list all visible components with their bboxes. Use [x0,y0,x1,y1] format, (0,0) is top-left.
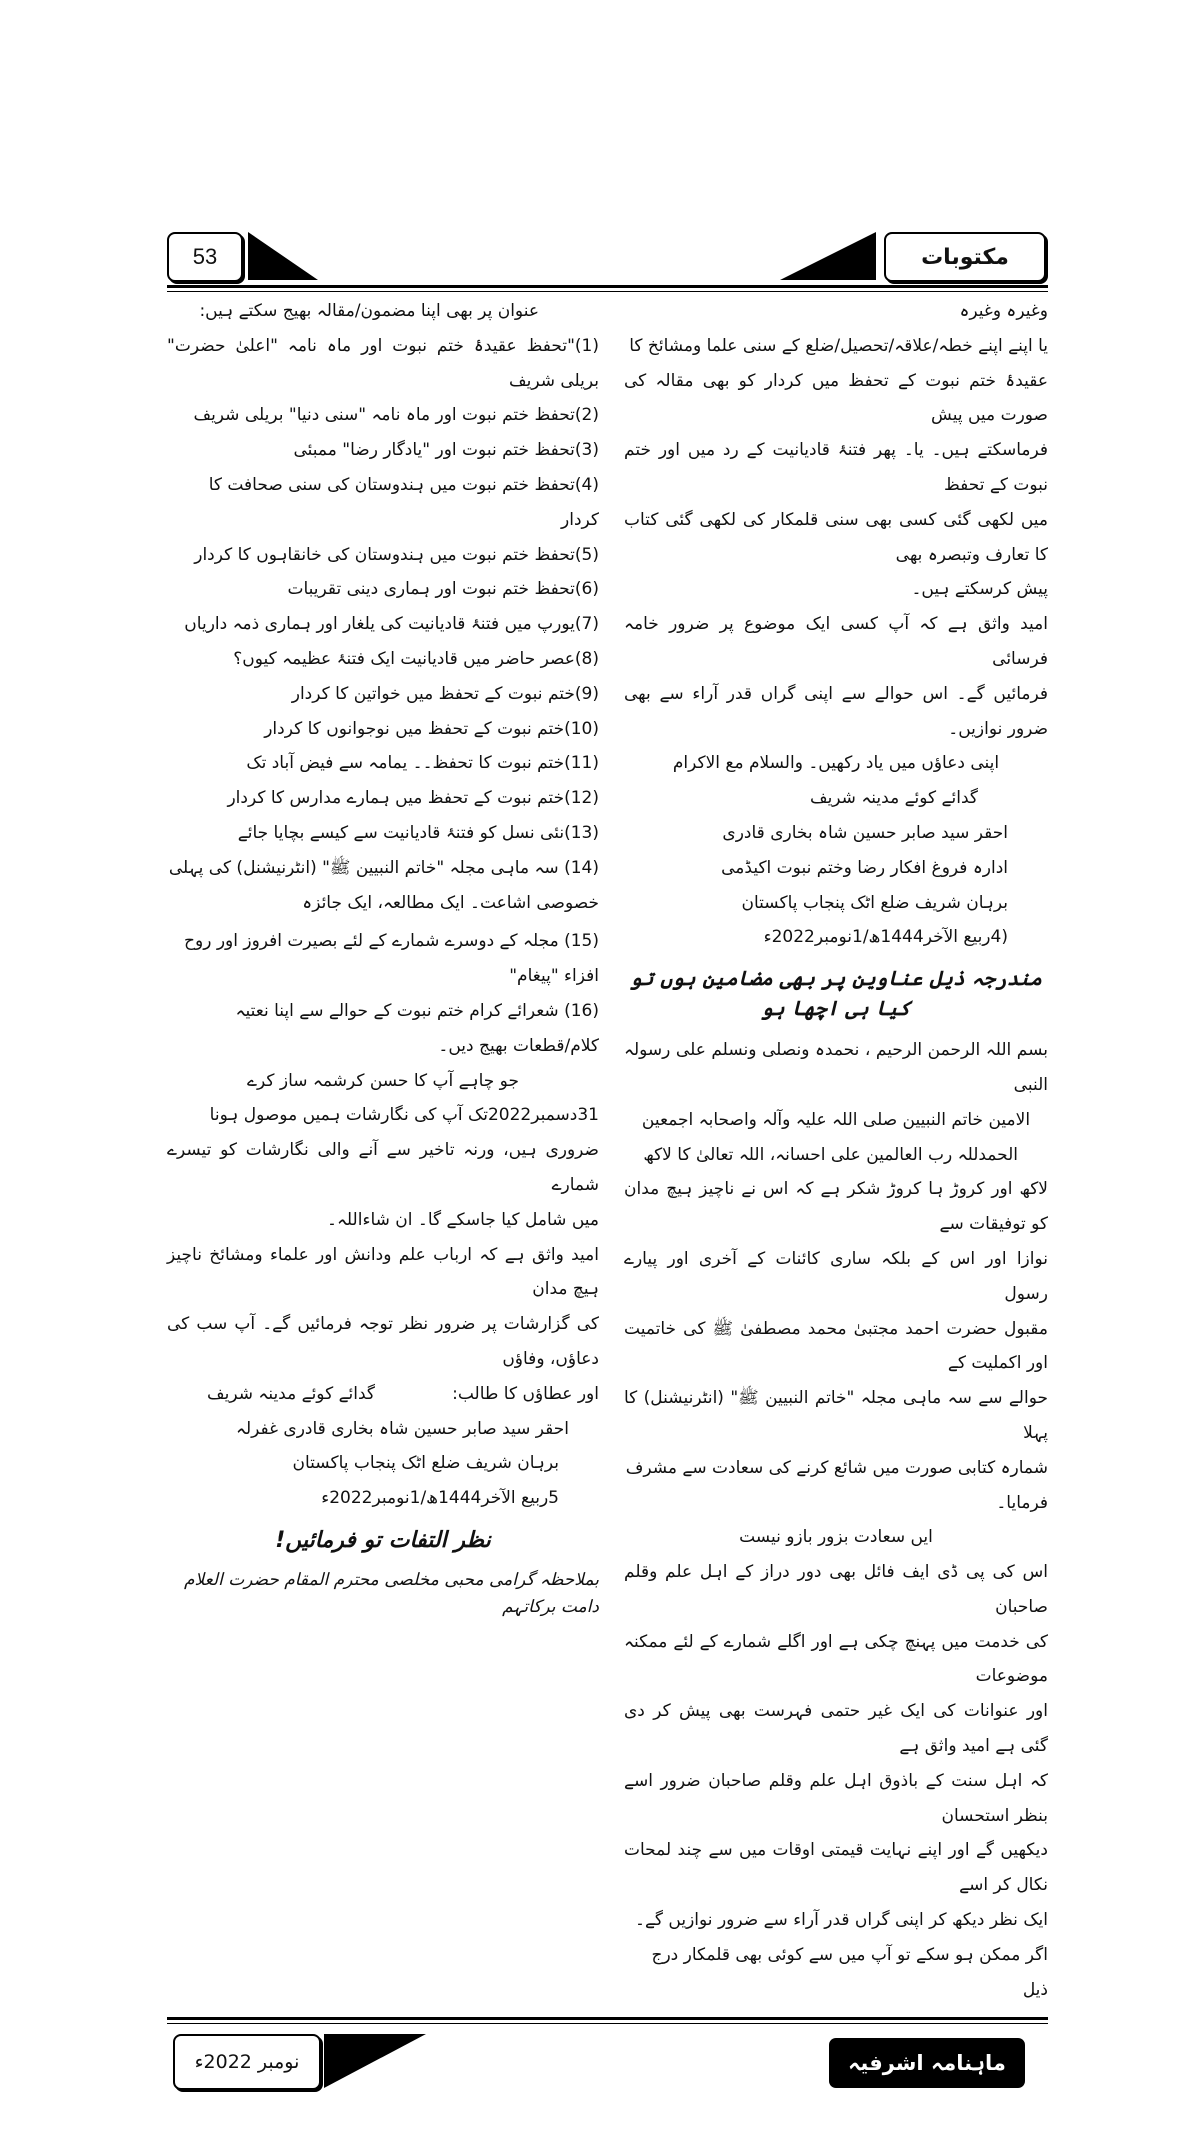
section-title: مکتوبات [921,244,1009,270]
signature-line: احقر سید صابر حسین شاہ بخاری قادری [722,822,1008,843]
list-item: (7)یورپ میں فتنۂ قادیانیت کی یلغار اور ہماری ذمہ داریاں [184,614,599,635]
text-line: کہ اہل سنت کے باذوق اہل علم وقلم صاحبان ضرور اسے بنظر استحسان [624,1770,1048,1826]
text-line: الحمدللہ رب العالمین علی احسانہ، اللہ تعالیٰ کا لاکھ [643,1144,1018,1165]
signature-line: ادارہ فروغ افکار رضا وختم نبوت اکیڈمی [721,857,1008,878]
signature-line: گدائے کوئے مدینہ شریف [207,1383,376,1404]
text-line: میں لکھی گئی کسی بھی سنی قلمکار کی لکھی گئی کتاب کا تعارف وتبصرہ بھی [624,509,1048,565]
list-item: (16) شعرائے کرام ختم نبوت کے حوالے سے اپنا نعتیہ [235,1000,599,1021]
text-line: 31دسمبر2022تک آپ کی نگارشات ہمیں موصول ہونا [209,1105,599,1126]
text-line: اور عنوانات کی ایک غیر حتمی فہرست بھی پیش کر دی گئی ہے امید واثق ہے [624,1701,1048,1757]
text-line: شمارہ کتابی صورت میں شائع کرنے کی سعادت سے مشرف فرمایا۔ [625,1457,1048,1513]
list-item: (15) مجلہ کے دوسرے شمارے کے لئے بصیرت افروز اور روح [184,931,599,952]
page-number-box [167,232,243,282]
date-line: 5ربیع الآخر1444ھ/1نومبر2022ء [321,1488,559,1509]
signature-line: برہان شریف ضلع اٹک پنجاب پاکستان [741,892,1008,913]
page-number: 53 [192,244,218,269]
text-line: کی خدمت میں پہنچ چکی ہے اور اگلے شمارے کے لئے ممکنہ موضوعات [624,1631,1048,1687]
header-rule-thin [167,291,1048,292]
list-item: (2)تحفظ ختم نبوت اور ماہ نامہ "سنی دنیا" بریلی شریف [193,405,599,426]
text-line: وغیرہ وغیرہ [959,301,1048,321]
section-heading: مندرجہ ذیل عناوین پر بھی مضامین ہوں تو کیا ہی اچھا ہو [629,966,1043,1021]
text-line: اور عطاؤں کا طالب: [452,1383,599,1404]
text-line: ایں سعادت بزور بازو نیست [739,1527,933,1548]
list-item: (11)ختم نبوت کا تحفظ۔۔ یمامہ سے فیض آباد تک [246,753,599,774]
magazine-name-box [829,2038,1025,2088]
signature-line: گدائے کوئے مدینہ شریف [809,788,978,809]
signature-line: احقر سید صابر حسین شاہ بخاری قادری غفرلہ [236,1418,569,1439]
text-line: خصوصی اشاعت۔ ایک مطالعہ، ایک جائزہ [302,892,599,913]
text-line: افزاء "پیغام" [509,966,599,987]
header-left-triangle [248,232,318,280]
text-line: حوالے سے سہ ماہی مجلہ "خاتم النبیین ﷺ" (انٹرنیشنل) کا پہلا [624,1388,1048,1443]
list-item: (4)تحفظ ختم نبوت میں ہندوستان کی سنی صحافت کا کردار [208,474,599,530]
text-line: عنوان پر بھی اپنا مضمون/مقالہ بھیج سکتے ہیں: [199,301,539,321]
list-item: (12)ختم نبوت کے تحفظ میں ہمارے مدارس کا کردار [227,788,599,809]
page-header [167,232,1048,294]
header-right-triangle [780,232,876,280]
text-line: دیکھیں گے اور اپنے نہایت قیمتی اوقات میں سے چند لمحات نکال کر اسے [624,1840,1048,1896]
footer-rule [167,2017,1048,2020]
text-line: نوازا اور اس کے بلکہ ساری کائنات کے آخری اور پیارے رسول [624,1248,1048,1304]
footer-rule-thin [167,2023,1048,2024]
date-line: (4ربیع الآخر1444ھ/1نومبر2022ء [763,927,1008,948]
list-item: (14) سہ ماہی مجلہ "خاتم النبیین ﷺ" (انٹرنیشنل) کی پہلی [168,857,599,878]
header-rule [167,285,1048,288]
text-line: میں شامل کیا جاسکے گا۔ ان شاءاللہ۔ [327,1209,599,1230]
text-line: امید واثق ہے کہ ارباب علم ودانش اور علماء ومشائخ ناچیز ہیچ مدان [167,1244,599,1300]
text-line: ضروری ہیں، ورنہ تاخیر سے آنے والی نگارشات کو تیسرے شمارے [167,1140,599,1195]
issue-date-box [173,2034,321,2090]
salutation-line: بملاحظہ گرامی محبی مخلصی محترم المقام حضرت العلام دامت برکاتہم [184,1569,599,1618]
text-line: فرمائیں گے۔ اس حوالے سے اپنی گراں قدر آراء سے بھی ضرور نوازیں۔ [624,683,1048,739]
magazine-name: ماہنامہ اشرفیہ [848,2051,1006,2076]
left-column [167,294,599,1621]
list-item: (9)ختم نبوت کے تحفظ میں خواتین کا کردار [291,683,599,704]
list-item: (1)"تحفظ عقیدۂ ختم نبوت اور ماہ نامہ "اعلیٰ حضرت" بریلی شریف [167,335,599,391]
list-item: (6)تحفظ ختم نبوت اور ہماری دینی تقریبات [287,579,599,600]
magazine-page [167,0,1048,2153]
text-line: بسم اللہ الرحمن الرحیم ، نحمدہ ونصلی ونسلم علی رسولہ النبی [624,1040,1048,1095]
text-line: اگر ممکن ہو سکے تو آپ میں سے کوئی بھی قلمکار درج ذیل [651,1944,1048,2000]
columns [167,294,1048,2007]
text-line: پیش کرسکتے ہیں۔ [911,579,1048,600]
text-line: کلام/قطعات بھیج دیں۔ [438,1035,599,1056]
text-line: اس کی پی ڈی ایف فائل بھی دور دراز کے اہل علم وقلم صاحبان [624,1562,1048,1617]
issue-date: نومبر 2022ء [194,2051,300,2074]
list-item: (3)تحفظ ختم نبوت اور "یادگار رضا" ممبئی [293,440,599,461]
text-line: الامین خاتم النبیین صلی اللہ علیہ وآلہ واصحابہ اجمعین [641,1109,1031,1130]
page-footer [167,2017,1048,2093]
right-column [624,294,1048,2007]
text-line: جو چاہے آپ کا حسن کرشمہ ساز کرے [247,1070,519,1091]
text-line: یا اپنے اپنے خطہ/علاقہ/تحصیل/ضلع کے سنی علما ومشائخ کا [629,335,1048,356]
text-line: عقیدۂ ختم نبوت کے تحفظ میں کردار کو بھی مقالہ کی صورت میں پیش [624,370,1048,426]
text-line: امید واثق ہے کہ آپ کسی ایک موضوع پر ضرور خامہ فرسائی [624,614,1048,669]
section-title-box [884,232,1046,282]
signoff-row [167,1377,599,1412]
list-item: (13)نئی نسل کو فتنۂ قادیانیت سے کیسے بچایا جائے [237,822,599,843]
footer-triangle [324,2034,426,2088]
list-item: (5)تحفظ ختم نبوت میں ہندوستان کی خانقاہوں کا کردار [194,544,599,565]
list-item: (8)عصر حاضر میں قادیانیت ایک فتنۂ عظیمہ کیوں؟ [233,648,599,669]
section-heading: نظر التفات تو فرمائیں! [275,1527,491,1553]
text-line: ایک نظر دیکھ کر اپنی گراں قدر آراء سے ضرور نوازیں گے۔ [635,1910,1048,1931]
text-line: فرماسکتے ہیں۔ یا۔ پھر فتنۂ قادیانیت کے رد میں اور ختم نبوت کے تحفظ [624,440,1048,495]
text-line: اپنی دعاؤں میں یاد رکھیں۔ والسلام مع الاکرام [672,753,1000,774]
list-item: (10)ختم نبوت کے تحفظ میں نوجوانوں کا کردار [264,718,599,739]
text-line: کی گزارشات پر ضرور نظر توجہ فرمائیں گے۔ آپ سب کی دعاؤں، وفاؤں [167,1314,599,1369]
text-line: لاکھ اور کروڑ ہا کروڑ شکر ہے کہ اس نے ناچیز ہیچ مدان کو توفیقات سے [624,1179,1048,1235]
text-line: مقبول حضرت احمد مجتبیٰ محمد مصطفیٰ ﷺ کی خاتمیت اور اکملیت کے [624,1318,1048,1374]
signature-line: برہان شریف ضلع اٹک پنجاب پاکستان [292,1453,559,1474]
